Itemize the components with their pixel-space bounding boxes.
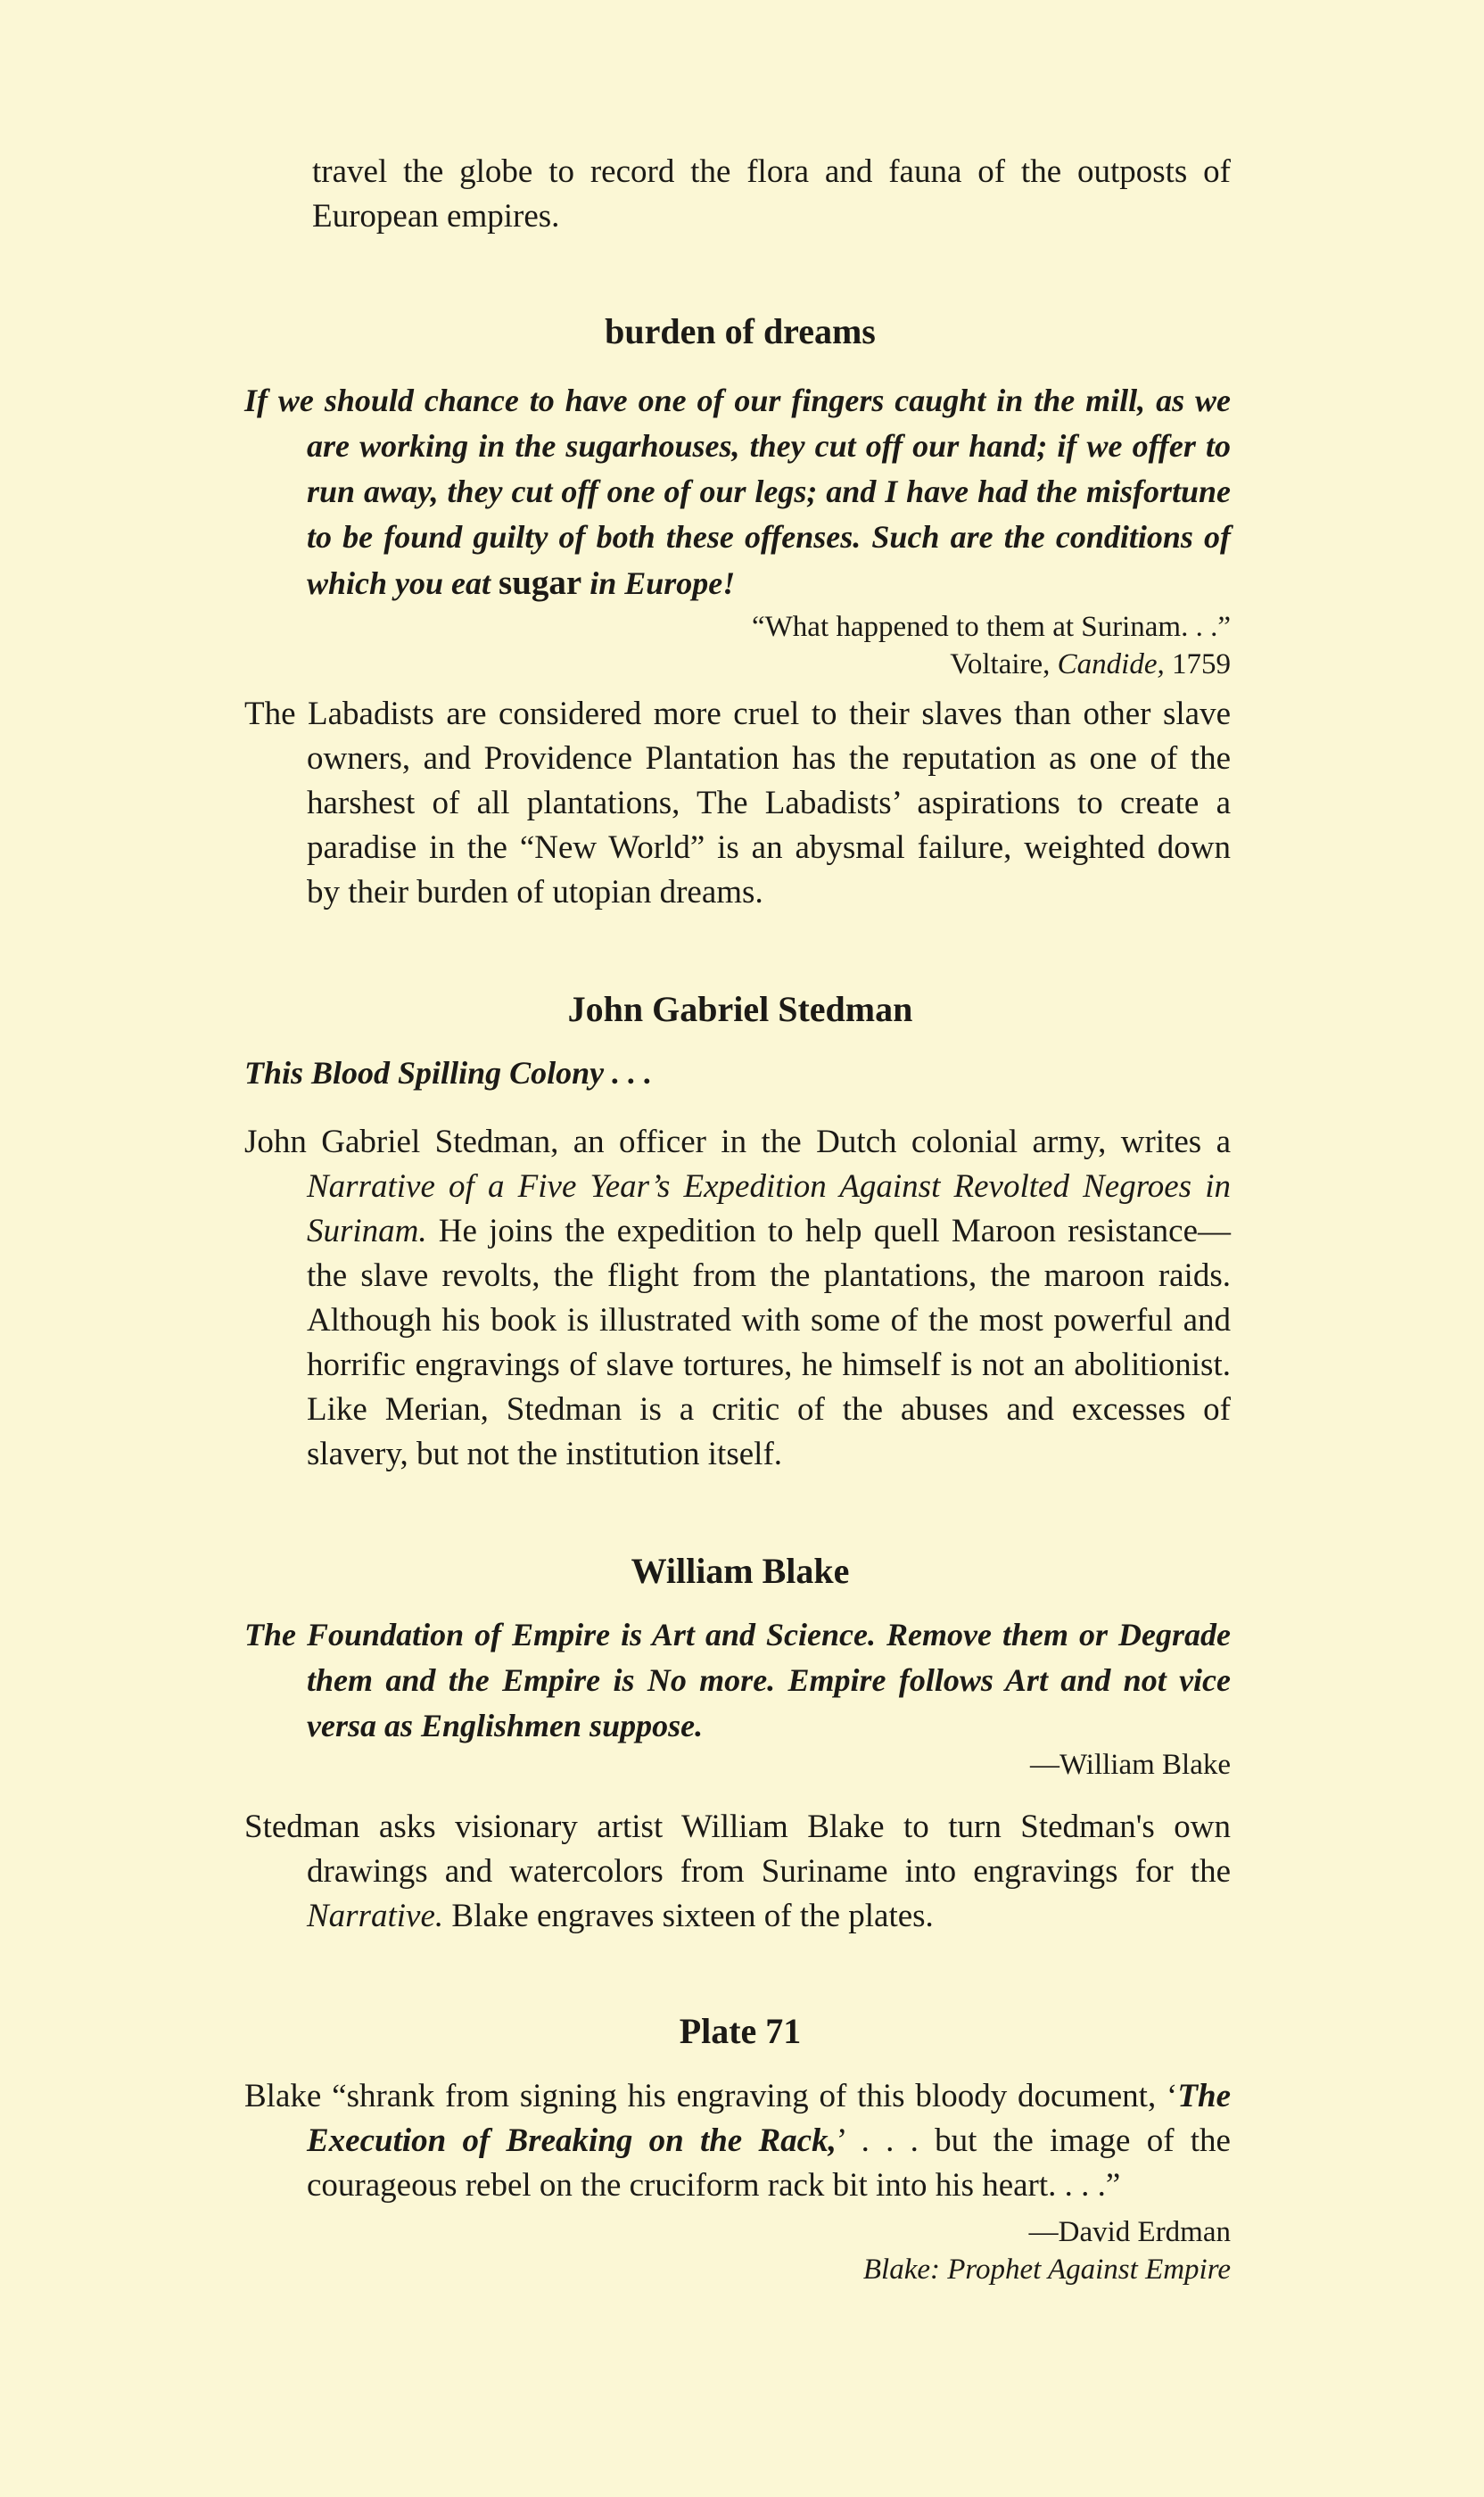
erdman-attribution: —David Erdman Blake: Prophet Against Empire — [862, 2216, 1231, 2286]
section-heading-plate: Plate 71 — [679, 2011, 802, 2051]
stedman-paragraph: John Gabriel Stedman, an officer in the Dutch colonial army, writes a Narrative of a Five Year’s Expedition Against Revolted Negroes in Surinam. He joins the expedition to help quell Maroon resistance—the slave revolts, the flight from the plantations, the maroon raids. Although his book is illustrated with some of the most powerful and horrific engravings of slave tortures, he himself is not an abolitionist. Like Merian, Stedman is a critic of the abuses and excesses of slavery, but not the institution itself. — [244, 1124, 1231, 1472]
section-heading-stedman: John Gabriel Stedman — [567, 989, 913, 1029]
blake-attribution: —William Blake — [1029, 1749, 1231, 1781]
intro-paragraph: travel the globe to record the flora and fauna of the outposts of European empires. — [312, 153, 1231, 235]
labadists-paragraph: The Labadists are considered more cruel to their slaves than other slave owners, and Providence Plantation has the reputation as one of the harshest of all plantations, The Labadists’ aspirations to create a paradise in the “New World” is an abysmal failure, weighted down by their burden of utopian dreams. — [244, 696, 1231, 911]
section-heading-burden: burden of dreams — [605, 311, 876, 351]
voltaire-attribution: “What happened to them at Surinam. . .” Voltaire, Candide, 1759 — [752, 611, 1231, 680]
voltaire-quote: If we should chance to have one of our fingers caught in the mill, as we are working in the sugarhouses, they cut off our hand; if we offer to run away, they cut off one of our legs; and I have had the misfortune to be found guilty of both these offenses. Such are the conditions of which you eat sugar in Europe! — [244, 383, 1231, 602]
blake-paragraph: Stedman asks visionary artist William Blake to turn Stedman's own drawings and watercolors from Suriname into engravings for the Narrative. Blake engraves sixteen of the plates. — [244, 1809, 1231, 1934]
blake-quote: The Foundation of Empire is Art and Science. Remove them or Degrade them and the Empire is No more. Empire follows Art and not vice versa as Englishmen suppose. — [244, 1617, 1231, 1743]
plate-paragraph: Blake “shrank from signing his engraving of this bloody document, ‘The Execution of Breaking on the Rack,’ . . . but the image of the courageous rebel on the cruciform rack bit into his heart. . . .” — [244, 2078, 1231, 2204]
sugar-word: sugar — [499, 564, 582, 602]
section-heading-blake: William Blake — [631, 1551, 850, 1591]
stedman-subtitle: This Blood Spilling Colony . . . — [244, 1055, 653, 1091]
narrative-title: Narrative of a Five Year’s Expedition Against Revolted Negroes in Surinam. — [307, 1168, 1231, 1249]
